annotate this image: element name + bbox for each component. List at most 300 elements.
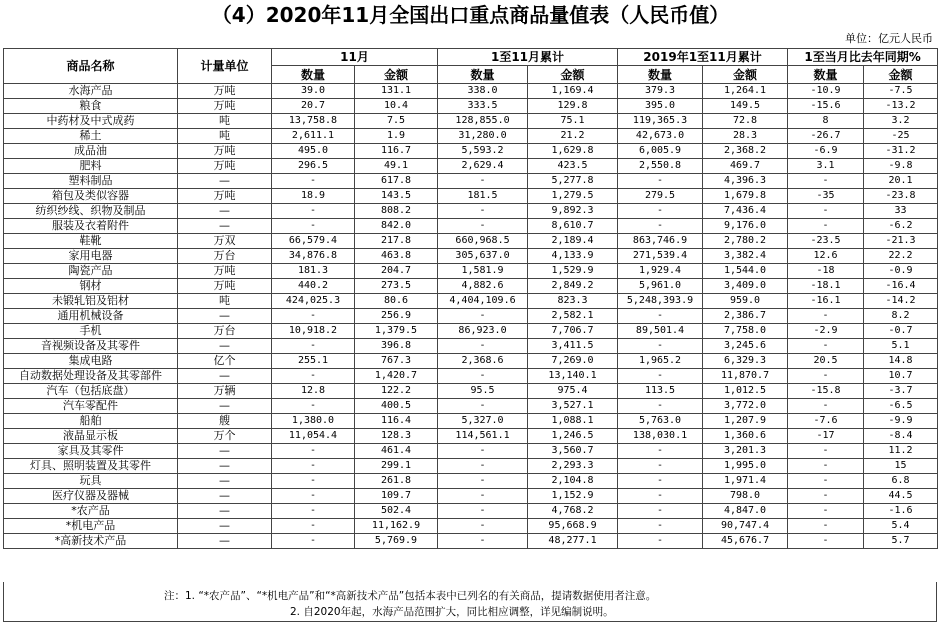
- row-name: 汽车零配件: [4, 399, 178, 414]
- row-value: 116.4: [355, 414, 438, 429]
- header-group-prev-ytd: 2019年1至11月累计: [618, 49, 788, 66]
- row-value: -6.2: [864, 219, 938, 234]
- row-unit: —: [178, 504, 272, 519]
- row-value: -: [438, 204, 528, 219]
- row-value: -: [272, 369, 355, 384]
- row-value: -7.6: [788, 414, 864, 429]
- row-value: 4,847.0: [703, 504, 788, 519]
- row-value: -6.5: [864, 399, 938, 414]
- row-value: -: [272, 459, 355, 474]
- row-name: 家用电器: [4, 249, 178, 264]
- row-unit: —: [178, 339, 272, 354]
- row-value: -: [788, 519, 864, 534]
- row-value: -26.7: [788, 129, 864, 144]
- row-value: -: [618, 534, 703, 549]
- row-value: 6.8: [864, 474, 938, 489]
- row-value: 8: [788, 114, 864, 129]
- row-name: 汽车（包括底盘）: [4, 384, 178, 399]
- row-value: 95.5: [438, 384, 528, 399]
- row-value: 463.8: [355, 249, 438, 264]
- row-unit: 吨: [178, 294, 272, 309]
- row-value: 863,746.9: [618, 234, 703, 249]
- row-name: 肥料: [4, 159, 178, 174]
- row-value: 255.1: [272, 354, 355, 369]
- row-unit: 万吨: [178, 144, 272, 159]
- row-value: 3,560.7: [528, 444, 618, 459]
- row-value: 1,152.9: [528, 489, 618, 504]
- row-name: 纺织纱线、织物及制品: [4, 204, 178, 219]
- table-row: [4, 489, 938, 504]
- footnotes: [3, 582, 937, 622]
- row-value: 11,870.7: [703, 369, 788, 384]
- row-value: -7.5: [864, 84, 938, 99]
- table-row: [4, 174, 938, 189]
- row-unit: —: [178, 474, 272, 489]
- row-value: 261.8: [355, 474, 438, 489]
- row-value: -: [272, 534, 355, 549]
- row-value: -: [438, 444, 528, 459]
- row-unit: 万吨: [178, 189, 272, 204]
- row-value: 1,581.9: [438, 264, 528, 279]
- table-row: [4, 339, 938, 354]
- row-value: 3,201.3: [703, 444, 788, 459]
- row-value: -: [618, 339, 703, 354]
- row-value: -: [788, 174, 864, 189]
- row-value: 10,918.2: [272, 324, 355, 339]
- row-value: 7,758.0: [703, 324, 788, 339]
- row-value: 5.1: [864, 339, 938, 354]
- row-value: -18.1: [788, 279, 864, 294]
- row-value: 6,329.3: [703, 354, 788, 369]
- row-name: 自动数据处理设备及其零部件: [4, 369, 178, 384]
- row-value: 204.7: [355, 264, 438, 279]
- row-value: -3.7: [864, 384, 938, 399]
- row-value: 48,277.1: [528, 534, 618, 549]
- row-value: 42,673.0: [618, 129, 703, 144]
- row-value: 1,169.4: [528, 84, 618, 99]
- row-value: -: [272, 174, 355, 189]
- row-name: 陶瓷产品: [4, 264, 178, 279]
- row-unit: —: [178, 369, 272, 384]
- row-value: 5,248,393.9: [618, 294, 703, 309]
- row-value: 5,593.2: [438, 144, 528, 159]
- row-value: 13,758.8: [272, 114, 355, 129]
- row-value: 12.8: [272, 384, 355, 399]
- row-value: 49.1: [355, 159, 438, 174]
- row-value: 379.3: [618, 84, 703, 99]
- row-value: 143.5: [355, 189, 438, 204]
- table-row: [4, 534, 938, 549]
- row-value: 33: [864, 204, 938, 219]
- row-name: 通用机械设备: [4, 309, 178, 324]
- row-value: 86,923.0: [438, 324, 528, 339]
- row-value: 181.3: [272, 264, 355, 279]
- table-row: [4, 504, 938, 519]
- row-value: 8,610.7: [528, 219, 618, 234]
- row-value: 119,365.3: [618, 114, 703, 129]
- row-value: 39.0: [272, 84, 355, 99]
- row-value: -0.9: [864, 264, 938, 279]
- row-value: 3,772.0: [703, 399, 788, 414]
- row-value: 1,360.6: [703, 429, 788, 444]
- row-value: 4,396.3: [703, 174, 788, 189]
- row-name: 塑料制品: [4, 174, 178, 189]
- row-value: -: [788, 444, 864, 459]
- row-value: 129.8: [528, 99, 618, 114]
- row-value: 2,780.2: [703, 234, 788, 249]
- row-value: -: [788, 504, 864, 519]
- row-value: -: [618, 519, 703, 534]
- table-row: [4, 129, 938, 144]
- table-row: [4, 279, 938, 294]
- row-value: 1,379.5: [355, 324, 438, 339]
- row-value: 1,965.2: [618, 354, 703, 369]
- row-value: 12.6: [788, 249, 864, 264]
- table-row: [4, 474, 938, 489]
- table-row: [4, 219, 938, 234]
- row-unit: —: [178, 519, 272, 534]
- row-value: -: [788, 534, 864, 549]
- row-name: 未锻轧铝及铝材: [4, 294, 178, 309]
- row-value: -23.5: [788, 234, 864, 249]
- row-name: 医疗仪器及器械: [4, 489, 178, 504]
- row-unit: 万吨: [178, 279, 272, 294]
- row-value: -: [618, 369, 703, 384]
- row-value: -: [438, 519, 528, 534]
- export-table: [3, 48, 938, 549]
- row-value: 1,971.4: [703, 474, 788, 489]
- row-value: -: [788, 369, 864, 384]
- row-name: *机电产品: [4, 519, 178, 534]
- row-value: 2,386.7: [703, 309, 788, 324]
- row-name: 家具及其零件: [4, 444, 178, 459]
- row-value: 14.8: [864, 354, 938, 369]
- row-value: 1,264.1: [703, 84, 788, 99]
- row-value: 20.5: [788, 354, 864, 369]
- row-value: -10.9: [788, 84, 864, 99]
- row-value: 5,763.0: [618, 414, 703, 429]
- row-unit: 万吨: [178, 264, 272, 279]
- row-value: 113.5: [618, 384, 703, 399]
- row-value: 5.4: [864, 519, 938, 534]
- row-value: 6,005.9: [618, 144, 703, 159]
- row-value: -: [272, 504, 355, 519]
- row-value: 90,747.4: [703, 519, 788, 534]
- header-sub: 数量: [438, 66, 528, 84]
- row-unit: —: [178, 534, 272, 549]
- header-name: 商品名称: [4, 49, 178, 84]
- row-name: 服装及衣着附件: [4, 219, 178, 234]
- row-value: 1,380.0: [272, 414, 355, 429]
- row-value: 842.0: [355, 219, 438, 234]
- row-unit: —: [178, 204, 272, 219]
- row-value: 1,629.8: [528, 144, 618, 159]
- row-unit: 万辆: [178, 384, 272, 399]
- table-row: [4, 429, 938, 444]
- row-value: -9.8: [864, 159, 938, 174]
- row-value: -: [438, 339, 528, 354]
- row-value: 333.5: [438, 99, 528, 114]
- row-value: -: [618, 504, 703, 519]
- row-value: 20.7: [272, 99, 355, 114]
- row-name: 成品油: [4, 144, 178, 159]
- row-name: 玩具: [4, 474, 178, 489]
- row-value: 80.6: [355, 294, 438, 309]
- row-value: 4,882.6: [438, 279, 528, 294]
- row-value: 3,527.1: [528, 399, 618, 414]
- row-value: 7,706.7: [528, 324, 618, 339]
- row-value: 75.1: [528, 114, 618, 129]
- row-value: -21.3: [864, 234, 938, 249]
- row-value: 7,436.4: [703, 204, 788, 219]
- row-value: -: [438, 309, 528, 324]
- row-value: 823.3: [528, 294, 618, 309]
- row-unit: 万个: [178, 429, 272, 444]
- row-value: -: [272, 489, 355, 504]
- row-value: 1,012.5: [703, 384, 788, 399]
- row-value: 469.7: [703, 159, 788, 174]
- row-value: 660,968.5: [438, 234, 528, 249]
- row-value: -35: [788, 189, 864, 204]
- row-value: 18.9: [272, 189, 355, 204]
- row-value: -: [618, 489, 703, 504]
- row-value: 299.1: [355, 459, 438, 474]
- row-value: 4,404,109.6: [438, 294, 528, 309]
- header-sub: 数量: [272, 66, 355, 84]
- row-value: -: [272, 444, 355, 459]
- row-value: 2,550.8: [618, 159, 703, 174]
- row-value: -: [618, 474, 703, 489]
- row-unit: 万台: [178, 249, 272, 264]
- row-unit: —: [178, 309, 272, 324]
- row-value: 131.1: [355, 84, 438, 99]
- row-value: 128,855.0: [438, 114, 528, 129]
- row-value: 959.0: [703, 294, 788, 309]
- table-row: [4, 159, 938, 174]
- row-value: -: [788, 309, 864, 324]
- table-row: [4, 204, 938, 219]
- row-name: 钢材: [4, 279, 178, 294]
- table-row: [4, 264, 938, 279]
- row-value: 440.2: [272, 279, 355, 294]
- row-value: 7,269.0: [528, 354, 618, 369]
- row-value: 1,088.1: [528, 414, 618, 429]
- row-value: 5.7: [864, 534, 938, 549]
- table-row: [4, 354, 938, 369]
- row-value: 3,409.0: [703, 279, 788, 294]
- footnote-2: 2. 自2020年起，水海产品范围扩大，同比相应调整，详见编制说明。: [290, 606, 614, 618]
- row-value: 2,189.4: [528, 234, 618, 249]
- row-value: 66,579.4: [272, 234, 355, 249]
- header-sub: 金额: [864, 66, 938, 84]
- row-value: 975.4: [528, 384, 618, 399]
- row-value: -6.9: [788, 144, 864, 159]
- row-value: 1.9: [355, 129, 438, 144]
- row-value: 122.2: [355, 384, 438, 399]
- row-value: -8.4: [864, 429, 938, 444]
- table-row: [4, 234, 938, 249]
- row-value: 45,676.7: [703, 534, 788, 549]
- row-value: 2,849.2: [528, 279, 618, 294]
- row-value: 31,280.0: [438, 129, 528, 144]
- footnote-1: 注：1. “*农产品”、“*机电产品”和“*高新技术产品”包括本表中已列名的有关商品，提请数据使用者注意。: [164, 590, 657, 602]
- row-value: -: [438, 369, 528, 384]
- row-value: 21.2: [528, 129, 618, 144]
- row-value: 2,293.3: [528, 459, 618, 474]
- row-name: 粮食: [4, 99, 178, 114]
- row-value: -23.8: [864, 189, 938, 204]
- row-value: 1,529.9: [528, 264, 618, 279]
- row-value: -: [618, 174, 703, 189]
- row-name: 船舶: [4, 414, 178, 429]
- unit-note: 单位：亿元人民币: [845, 32, 933, 45]
- row-value: -: [438, 534, 528, 549]
- header-sub: 金额: [703, 66, 788, 84]
- row-value: 808.2: [355, 204, 438, 219]
- row-value: 10.7: [864, 369, 938, 384]
- row-value: 256.9: [355, 309, 438, 324]
- header-sub: 数量: [618, 66, 703, 84]
- row-value: -: [788, 204, 864, 219]
- row-value: -25: [864, 129, 938, 144]
- row-value: 2,104.8: [528, 474, 618, 489]
- row-value: 617.8: [355, 174, 438, 189]
- row-value: -: [618, 219, 703, 234]
- row-value: -: [272, 519, 355, 534]
- row-unit: 亿个: [178, 354, 272, 369]
- table-row: [4, 99, 938, 114]
- row-value: 15: [864, 459, 938, 474]
- row-value: -: [272, 309, 355, 324]
- row-value: 5,327.0: [438, 414, 528, 429]
- row-value: 89,501.4: [618, 324, 703, 339]
- row-value: -: [618, 204, 703, 219]
- row-value: -9.9: [864, 414, 938, 429]
- row-value: 4,133.9: [528, 249, 618, 264]
- table-row: [4, 294, 938, 309]
- row-unit: —: [178, 219, 272, 234]
- row-value: -: [618, 399, 703, 414]
- row-name: 手机: [4, 324, 178, 339]
- row-value: 396.8: [355, 339, 438, 354]
- row-unit: 万双: [178, 234, 272, 249]
- row-name: 灯具、照明装置及其零件: [4, 459, 178, 474]
- row-value: -: [438, 459, 528, 474]
- row-value: 3.2: [864, 114, 938, 129]
- header-unit: 计量单位: [178, 49, 272, 84]
- header-group-month: 11月: [272, 49, 438, 66]
- row-value: -: [438, 174, 528, 189]
- table-row: [4, 114, 938, 129]
- row-value: -: [438, 474, 528, 489]
- row-value: -: [788, 489, 864, 504]
- row-value: -: [272, 219, 355, 234]
- row-value: 3,411.5: [528, 339, 618, 354]
- table-row: [4, 249, 938, 264]
- row-value: 9,176.0: [703, 219, 788, 234]
- row-value: 305,637.0: [438, 249, 528, 264]
- header-group-ytd: 1至11月累计: [438, 49, 618, 66]
- row-value: 3,245.6: [703, 339, 788, 354]
- row-value: 395.0: [618, 99, 703, 114]
- table-row: [4, 144, 938, 159]
- row-unit: 艘: [178, 414, 272, 429]
- row-value: 72.8: [703, 114, 788, 129]
- row-value: 109.7: [355, 489, 438, 504]
- row-unit: 万台: [178, 324, 272, 339]
- row-value: 95,668.9: [528, 519, 618, 534]
- row-name: 集成电路: [4, 354, 178, 369]
- table-row: [4, 309, 938, 324]
- row-name: 液晶显示板: [4, 429, 178, 444]
- row-value: 2,368.2: [703, 144, 788, 159]
- row-value: 5,277.8: [528, 174, 618, 189]
- header-sub: 金额: [355, 66, 438, 84]
- row-unit: 万吨: [178, 159, 272, 174]
- row-value: -: [618, 459, 703, 474]
- row-unit: 万吨: [178, 99, 272, 114]
- row-value: 1,995.0: [703, 459, 788, 474]
- row-value: -13.2: [864, 99, 938, 114]
- row-value: 279.5: [618, 189, 703, 204]
- row-value: 424,025.3: [272, 294, 355, 309]
- row-name: 箱包及类似容器: [4, 189, 178, 204]
- row-value: 1,929.4: [618, 264, 703, 279]
- table-row: [4, 369, 938, 384]
- row-value: 798.0: [703, 489, 788, 504]
- table-row: [4, 459, 938, 474]
- row-value: -15.8: [788, 384, 864, 399]
- header-sub: 金额: [528, 66, 618, 84]
- row-name: 水海产品: [4, 84, 178, 99]
- header-sub: 数量: [788, 66, 864, 84]
- row-value: 3,382.4: [703, 249, 788, 264]
- row-value: 11,054.4: [272, 429, 355, 444]
- row-value: -1.6: [864, 504, 938, 519]
- table-row: [4, 189, 938, 204]
- table-row: [4, 84, 938, 99]
- row-value: 28.3: [703, 129, 788, 144]
- row-value: 116.7: [355, 144, 438, 159]
- table-row: [4, 519, 938, 534]
- row-value: 502.4: [355, 504, 438, 519]
- row-unit: —: [178, 399, 272, 414]
- row-value: 461.4: [355, 444, 438, 459]
- row-value: 273.5: [355, 279, 438, 294]
- row-unit: —: [178, 174, 272, 189]
- row-value: 4,768.2: [528, 504, 618, 519]
- row-value: 1,279.5: [528, 189, 618, 204]
- row-value: 1,207.9: [703, 414, 788, 429]
- row-value: 11,162.9: [355, 519, 438, 534]
- row-value: -: [788, 339, 864, 354]
- row-value: 22.2: [864, 249, 938, 264]
- row-value: 1,679.8: [703, 189, 788, 204]
- row-value: 423.5: [528, 159, 618, 174]
- row-value: -: [618, 444, 703, 459]
- row-value: 114,561.1: [438, 429, 528, 444]
- row-value: 5,769.9: [355, 534, 438, 549]
- row-value: 400.5: [355, 399, 438, 414]
- row-value: 20.1: [864, 174, 938, 189]
- row-value: -17: [788, 429, 864, 444]
- row-value: 2,611.1: [272, 129, 355, 144]
- row-name: 音视频设备及其零件: [4, 339, 178, 354]
- row-value: 44.5: [864, 489, 938, 504]
- table-row: [4, 414, 938, 429]
- row-value: -: [788, 474, 864, 489]
- table-row: [4, 384, 938, 399]
